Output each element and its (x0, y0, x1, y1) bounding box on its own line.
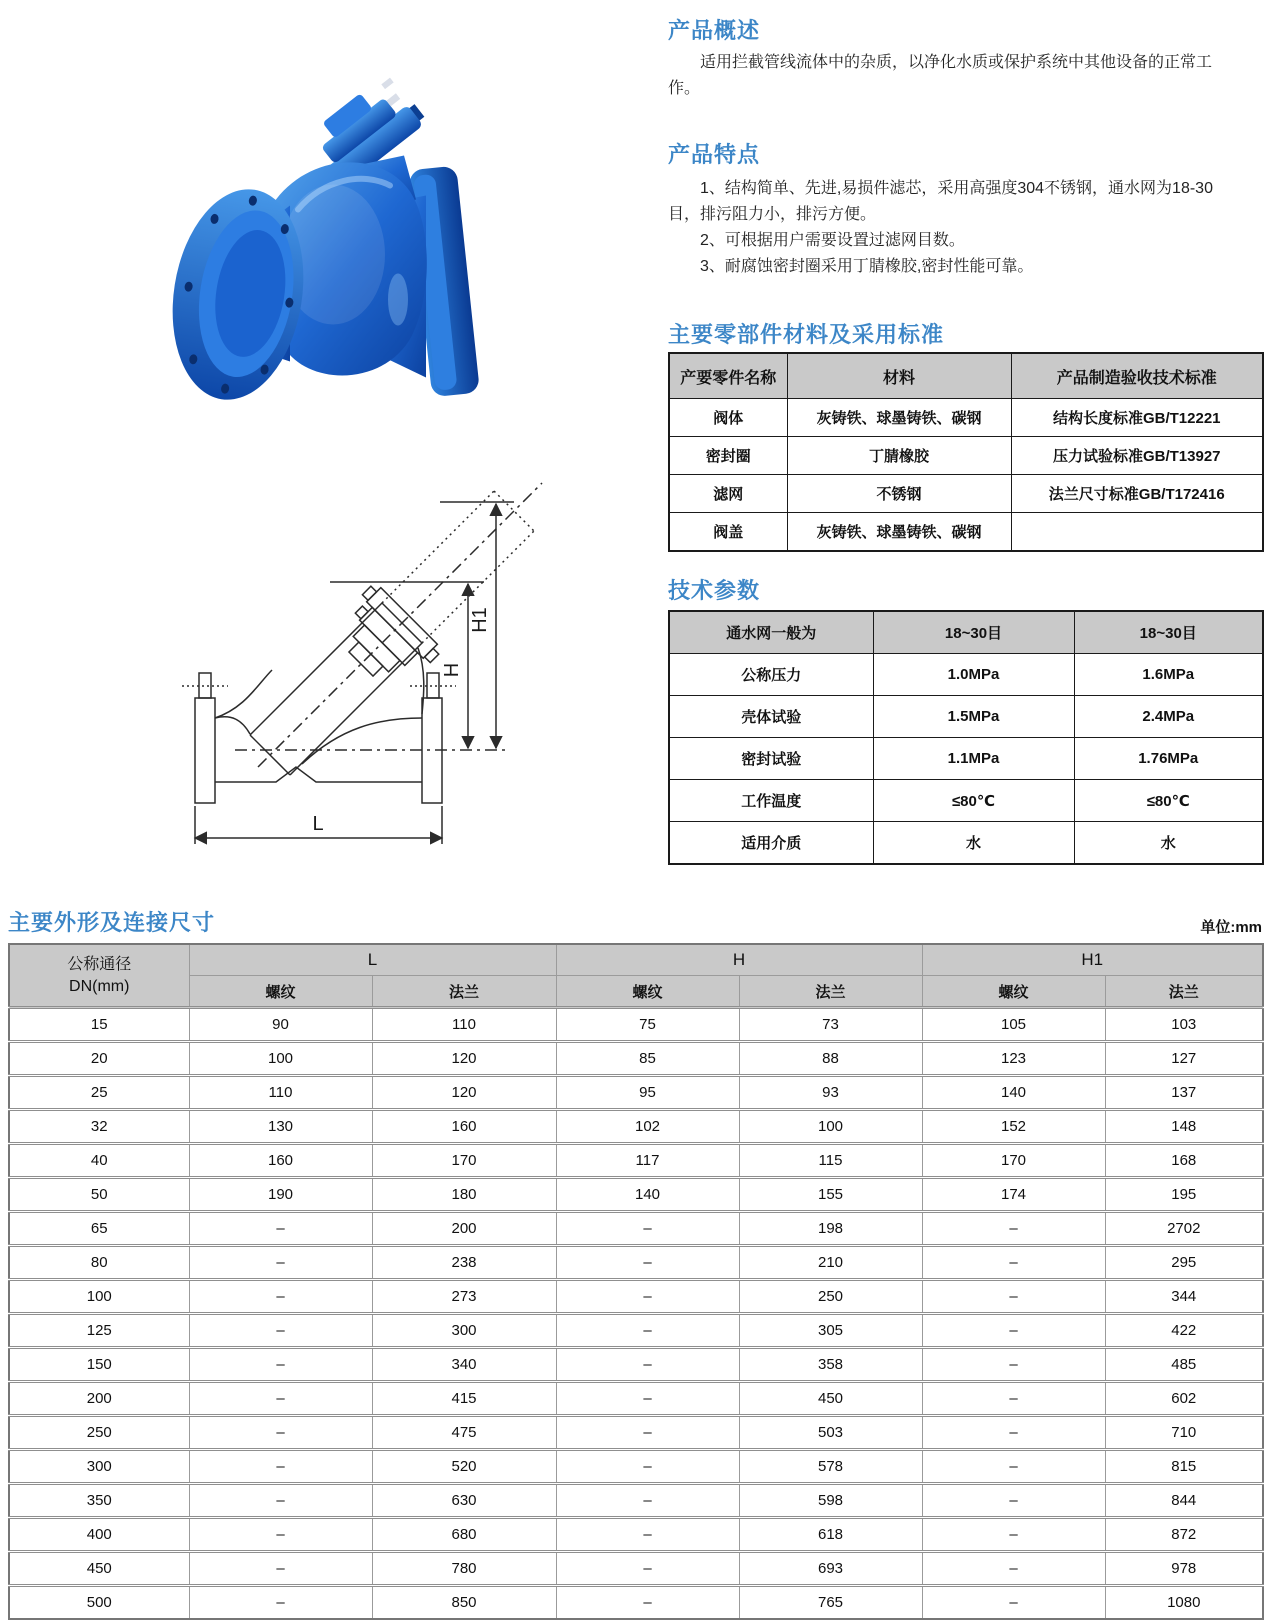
table-row (9, 1314, 1263, 1348)
dn-column-header (9, 944, 189, 1008)
table-cell: 344 (1105, 1280, 1263, 1314)
table-cell: 475 (372, 1416, 556, 1450)
table-row (669, 696, 1263, 738)
dim-label-l: L (312, 813, 324, 835)
table-cell: ≤80℃ (1074, 780, 1263, 822)
table-cell: 公称压力 (669, 654, 873, 696)
table-cell: – (556, 1246, 739, 1280)
table-cell: 503 (739, 1416, 922, 1450)
table-cell: – (922, 1348, 1105, 1382)
table-cell: – (189, 1586, 372, 1620)
dimensions-header-row (8, 906, 1262, 937)
tech-params-table-body (669, 654, 1263, 865)
table-cell: 1.6MPa (1074, 654, 1263, 696)
table-cell: 滤网 (669, 475, 787, 513)
table-cell: 1080 (1105, 1586, 1263, 1620)
table-cell: 103 (1105, 1008, 1263, 1042)
table-cell: 阀体 (669, 399, 787, 437)
product-photo-image (158, 58, 488, 396)
table-cell: – (922, 1518, 1105, 1552)
table-cell: 340 (372, 1348, 556, 1382)
table-cell: 250 (739, 1280, 922, 1314)
materials-header-row (669, 353, 1263, 399)
table-cell: 115 (739, 1144, 922, 1178)
table-cell: – (556, 1416, 739, 1450)
table-cell: 法兰尺寸标准GB/T172416 (1011, 475, 1263, 513)
table-cell: 120 (372, 1076, 556, 1110)
table-cell: 450 (9, 1552, 189, 1586)
table-row (9, 1518, 1263, 1552)
table-cell: 灰铸铁、球墨铸铁、碳钢 (787, 399, 1011, 437)
table-row (9, 1178, 1263, 1212)
table-cell: 127 (1105, 1042, 1263, 1076)
table-cell: 50 (9, 1178, 189, 1212)
table-row (9, 1212, 1263, 1246)
table-cell: 2.4MPa (1074, 696, 1263, 738)
table-cell: – (556, 1552, 739, 1586)
table-cell: 适用介质 (669, 822, 873, 865)
table-cell: 90 (189, 1008, 372, 1042)
table-cell: 485 (1105, 1348, 1263, 1382)
sub-header-flange: 法兰 (1105, 976, 1263, 1008)
unit-label: 单位:mm (1200, 919, 1262, 936)
table-cell: 1.1MPa (873, 738, 1074, 780)
table-cell: 170 (922, 1144, 1105, 1178)
table-cell: – (556, 1314, 739, 1348)
table-row (9, 1382, 1263, 1416)
table-cell: 灰铸铁、球墨铸铁、碳钢 (787, 513, 1011, 552)
table-cell: 1.76MPa (1074, 738, 1263, 780)
table-cell: 130 (189, 1110, 372, 1144)
tech-header-mesh: 通水网一般为 (669, 611, 873, 654)
table-cell: 65 (9, 1212, 189, 1246)
table-cell: 300 (372, 1314, 556, 1348)
table-cell: – (189, 1552, 372, 1586)
table-cell: 148 (1105, 1110, 1263, 1144)
materials-heading: 主要零部件材料及采用标准 (668, 322, 945, 347)
table-cell: 978 (1105, 1552, 1263, 1586)
table-cell: 密封圈 (669, 437, 787, 475)
table-cell: 水 (1074, 822, 1263, 865)
table-row (9, 1450, 1263, 1484)
table-cell: 102 (556, 1110, 739, 1144)
feature-item: 3、耐腐蚀密封圈采用丁腈橡胶,密封性能可靠。 (700, 258, 1034, 275)
table-cell: 40 (9, 1144, 189, 1178)
dim-label-h: H (441, 662, 463, 678)
table-cell: 844 (1105, 1484, 1263, 1518)
table-cell: 85 (556, 1042, 739, 1076)
table-cell: 140 (922, 1076, 1105, 1110)
table-cell: – (556, 1212, 739, 1246)
table-row (669, 513, 1263, 552)
materials-col-header-material: 材料 (787, 353, 1011, 399)
table-cell: 水 (873, 822, 1074, 865)
table-cell: 780 (372, 1552, 556, 1586)
table-cell: 15 (9, 1008, 189, 1042)
table-cell: 150 (9, 1348, 189, 1382)
dimensions-table (8, 943, 1264, 1620)
features-heading: 产品特点 (668, 142, 761, 167)
table-cell: 100 (739, 1110, 922, 1144)
table-cell: 295 (1105, 1246, 1263, 1280)
table-row (669, 780, 1263, 822)
table-cell: 工作温度 (669, 780, 873, 822)
table-cell: 305 (739, 1314, 922, 1348)
sub-header-flange: 法兰 (739, 976, 922, 1008)
table-row (9, 1348, 1263, 1382)
table-cell: 400 (9, 1518, 189, 1552)
table-cell: 358 (739, 1348, 922, 1382)
table-cell: 598 (739, 1484, 922, 1518)
table-cell: 93 (739, 1076, 922, 1110)
table-row (669, 399, 1263, 437)
table-row (669, 654, 1263, 696)
dimension-drawing (150, 470, 660, 875)
table-cell: 170 (372, 1144, 556, 1178)
table-cell: – (189, 1484, 372, 1518)
table-cell: – (922, 1416, 1105, 1450)
table-cell: 190 (189, 1178, 372, 1212)
table-row (669, 437, 1263, 475)
table-cell: 1.0MPa (873, 654, 1074, 696)
dimensions-heading: 主要外形及连接尺寸 (8, 910, 216, 935)
table-row (9, 1246, 1263, 1280)
table-cell: 80 (9, 1246, 189, 1280)
table-cell: – (189, 1348, 372, 1382)
overview-text: 适用拦截管线流体中的杂质，以净化水质或保护系统中其他设备的正常工作。 (668, 54, 1213, 97)
table-cell: 602 (1105, 1382, 1263, 1416)
table-cell (1011, 513, 1263, 552)
table-cell: 152 (922, 1110, 1105, 1144)
dn-header-line1: 公称通径 (67, 955, 132, 973)
table-cell: – (556, 1280, 739, 1314)
features-list (668, 176, 1213, 280)
table-cell: 125 (9, 1314, 189, 1348)
table-cell: 75 (556, 1008, 739, 1042)
table-cell: 壳体试验 (669, 696, 873, 738)
table-cell: 不锈钢 (787, 475, 1011, 513)
table-cell: – (556, 1586, 739, 1620)
table-cell: 110 (189, 1076, 372, 1110)
table-cell: 578 (739, 1450, 922, 1484)
table-cell: 520 (372, 1450, 556, 1484)
table-cell: – (922, 1246, 1105, 1280)
table-cell: – (189, 1314, 372, 1348)
table-cell: – (922, 1552, 1105, 1586)
tech-header-col2: 18~30目 (1074, 611, 1263, 654)
table-cell: 1.5MPa (873, 696, 1074, 738)
table-cell: – (189, 1416, 372, 1450)
table-cell: – (922, 1382, 1105, 1416)
table-row (9, 1144, 1263, 1178)
tech-params-header-row (669, 611, 1263, 654)
table-cell: 168 (1105, 1144, 1263, 1178)
table-cell: 350 (9, 1484, 189, 1518)
table-cell: 693 (739, 1552, 922, 1586)
table-cell: 117 (556, 1144, 739, 1178)
table-row (9, 1586, 1263, 1620)
table-row (9, 1552, 1263, 1586)
tech-header-col1: 18~30目 (873, 611, 1074, 654)
table-cell: 200 (372, 1212, 556, 1246)
table-cell: 160 (372, 1110, 556, 1144)
table-cell: – (556, 1450, 739, 1484)
dn-header-line2: DN(mm) (69, 977, 130, 995)
table-cell: – (922, 1450, 1105, 1484)
table-cell: ≤80℃ (873, 780, 1074, 822)
table-cell: – (922, 1586, 1105, 1620)
table-cell: – (922, 1314, 1105, 1348)
table-cell: – (556, 1484, 739, 1518)
table-cell: – (922, 1280, 1105, 1314)
table-cell: 丁腈橡胶 (787, 437, 1011, 475)
table-cell: 300 (9, 1450, 189, 1484)
sub-header-thread: 螺纹 (556, 976, 739, 1008)
materials-table-body (669, 399, 1263, 552)
materials-table (668, 352, 1264, 552)
table-cell: 450 (739, 1382, 922, 1416)
table-cell: 25 (9, 1076, 189, 1110)
table-cell: 500 (9, 1586, 189, 1620)
table-cell: – (922, 1484, 1105, 1518)
table-cell: 100 (189, 1042, 372, 1076)
table-cell: 422 (1105, 1314, 1263, 1348)
table-cell: 110 (372, 1008, 556, 1042)
table-row (669, 475, 1263, 513)
table-cell: 137 (1105, 1076, 1263, 1110)
table-cell: 105 (922, 1008, 1105, 1042)
feature-item: 2、可根据用户需要设置过滤网目数。 (700, 232, 965, 249)
table-cell: 200 (9, 1382, 189, 1416)
table-cell: 415 (372, 1382, 556, 1416)
table-cell: 198 (739, 1212, 922, 1246)
table-row (9, 1484, 1263, 1518)
table-cell: 密封试验 (669, 738, 873, 780)
table-row (9, 1008, 1263, 1042)
table-row (9, 1076, 1263, 1110)
table-cell: – (556, 1348, 739, 1382)
table-cell: 210 (739, 1246, 922, 1280)
sub-header-thread: 螺纹 (189, 976, 372, 1008)
table-cell: 238 (372, 1246, 556, 1280)
table-cell: 140 (556, 1178, 739, 1212)
table-row (9, 1280, 1263, 1314)
dimensions-sub-header-row (9, 976, 1263, 1008)
table-cell: 195 (1105, 1178, 1263, 1212)
table-cell: 815 (1105, 1450, 1263, 1484)
group-header-l: L (189, 944, 556, 976)
table-cell: – (922, 1212, 1105, 1246)
table-row (9, 1042, 1263, 1076)
materials-col-header-standard: 产品制造验收技术标准 (1011, 353, 1263, 399)
table-cell: 结构长度标准GB/T12221 (1011, 399, 1263, 437)
table-cell: – (189, 1450, 372, 1484)
sub-header-thread: 螺纹 (922, 976, 1105, 1008)
table-cell: 2702 (1105, 1212, 1263, 1246)
table-cell: – (189, 1212, 372, 1246)
table-cell: 95 (556, 1076, 739, 1110)
materials-col-header-part: 产要零件名称 (669, 353, 787, 399)
table-cell: 100 (9, 1280, 189, 1314)
table-cell: – (189, 1280, 372, 1314)
table-cell: 680 (372, 1518, 556, 1552)
table-cell: 阀盖 (669, 513, 787, 552)
table-cell: – (189, 1382, 372, 1416)
dimensions-group-header-row (9, 944, 1263, 976)
table-row (669, 738, 1263, 780)
table-cell: 273 (372, 1280, 556, 1314)
table-cell: 180 (372, 1178, 556, 1212)
table-cell: 73 (739, 1008, 922, 1042)
table-cell: – (189, 1518, 372, 1552)
table-cell: 32 (9, 1110, 189, 1144)
table-cell: 压力试验标准GB/T13927 (1011, 437, 1263, 475)
table-cell: 155 (739, 1178, 922, 1212)
table-cell: 120 (372, 1042, 556, 1076)
table-cell: 174 (922, 1178, 1105, 1212)
table-cell: 250 (9, 1416, 189, 1450)
dimensions-table-body (9, 1008, 1263, 1620)
table-row (9, 1110, 1263, 1144)
table-cell: 123 (922, 1042, 1105, 1076)
table-cell: 160 (189, 1144, 372, 1178)
table-cell: 850 (372, 1586, 556, 1620)
table-cell: – (556, 1518, 739, 1552)
table-cell: 20 (9, 1042, 189, 1076)
table-cell: 765 (739, 1586, 922, 1620)
group-header-h: H (556, 944, 922, 976)
table-cell: – (556, 1382, 739, 1416)
table-cell: 618 (739, 1518, 922, 1552)
right-column (668, 0, 1264, 880)
table-cell: 630 (372, 1484, 556, 1518)
table-cell: 710 (1105, 1416, 1263, 1450)
table-row (9, 1416, 1263, 1450)
group-header-h1: H1 (922, 944, 1263, 976)
tech-params-heading: 技术参数 (668, 578, 761, 603)
feature-item: 1、结构简单、先进,易损件滤芯，采用高强度304不锈钢，通水网为18-30目，排污阻力小，排污方便。 (668, 180, 1213, 223)
dim-label-h1: H1 (469, 607, 491, 633)
tech-params-table (668, 610, 1264, 865)
table-cell: 872 (1105, 1518, 1263, 1552)
sub-header-flange: 法兰 (372, 976, 556, 1008)
table-row (669, 822, 1263, 865)
table-cell: – (189, 1246, 372, 1280)
table-cell: 88 (739, 1042, 922, 1076)
overview-heading: 产品概述 (668, 18, 761, 43)
